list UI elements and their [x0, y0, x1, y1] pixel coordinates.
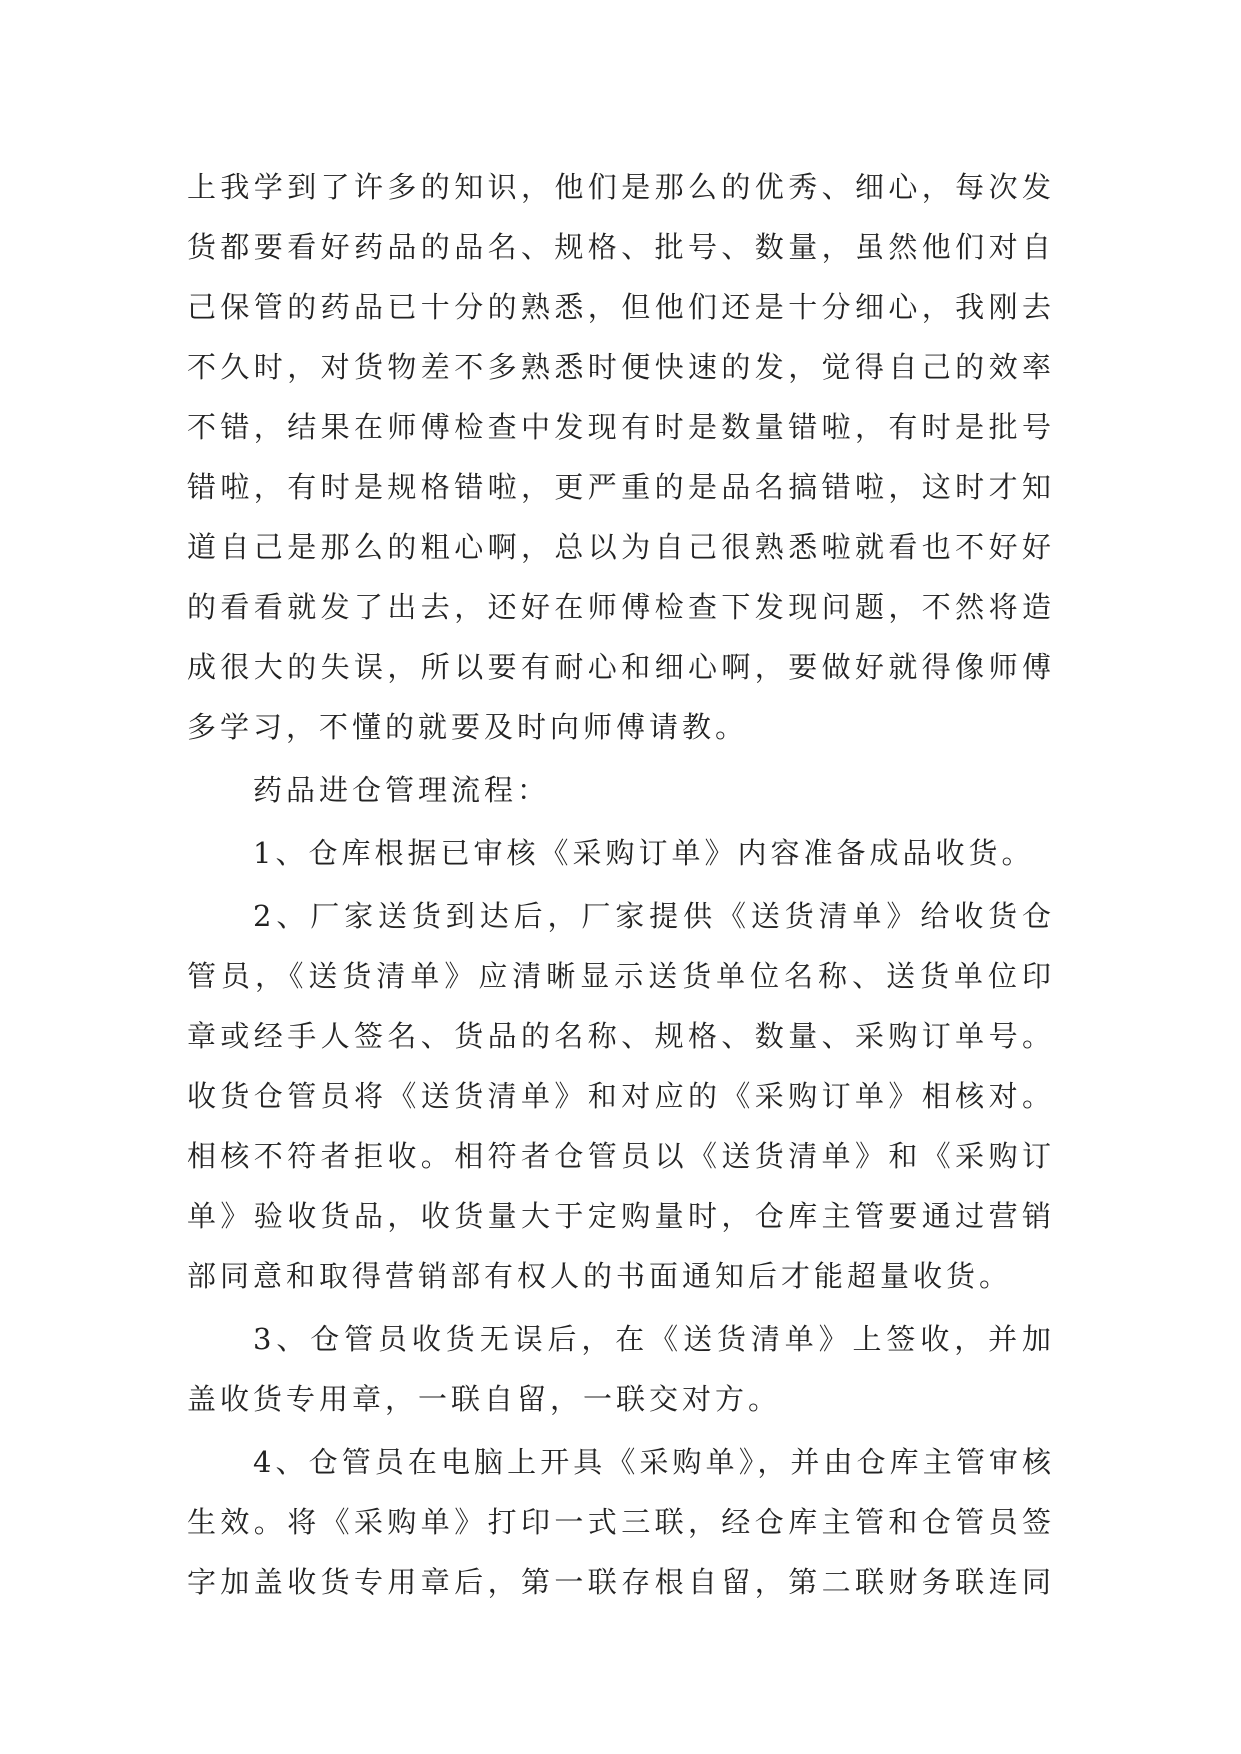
- text-line: 不错，结果在师傅检查中发现有时是数量错啦，有时是批号: [187, 410, 1055, 444]
- text-line: 单》验收货品，收货量大于定购量时，仓库主管要通过营销: [187, 1199, 1055, 1233]
- text-line: 己保管的药品已十分的熟悉，但他们还是十分细心，我刚去: [187, 290, 1055, 324]
- text-line: 不久时，对货物差不多熟悉时便快速的发，觉得自己的效率: [187, 350, 1055, 384]
- text-line: 相核不符者拒收。相符者仓管员以《送货清单》和《采购订: [187, 1139, 1055, 1173]
- text-line: 部同意和取得营销部有权人的书面通知后才能超量收货。: [187, 1259, 1013, 1293]
- text-line: 2、厂家送货到达后，厂家提供《送货清单》给收货仓: [253, 899, 1055, 933]
- document-body: [187, 157, 1055, 1615]
- text-line: 4、仓管员在电脑上开具《采购单》，并由仓库主管审核: [253, 1445, 1055, 1479]
- text-line: 章或经手人签名、货品的名称、规格、数量、采购订单号。: [187, 1019, 1055, 1053]
- step-1-paragraph: [187, 823, 1055, 883]
- text-line: 收货仓管员将《送货清单》和对应的《采购订单》相核对。: [187, 1079, 1055, 1113]
- step-2-paragraph: [187, 886, 1055, 1306]
- text-line: 1、仓库根据已审核《采购订单》内容准备成品收货。: [253, 836, 1035, 870]
- text-line: 错啦，有时是规格错啦，更严重的是品名搞错啦，这时才知: [187, 470, 1055, 504]
- text-line: 多学习，不懂的就要及时向师傅请教。: [187, 710, 749, 744]
- text-line: 道自己是那么的粗心啊，总以为自己很熟悉啦就看也不好好: [187, 530, 1055, 564]
- paragraph-experience: [187, 157, 1055, 757]
- text-line: 成很大的失误，所以要有耐心和细心啊，要做好就得像师傅: [187, 650, 1055, 684]
- text-line: 管员，《送货清单》应清晰显示送货单位名称、送货单位印: [187, 959, 1055, 993]
- text-line: 盖收货专用章，一联自留，一联交对方。: [187, 1382, 782, 1416]
- step-4-paragraph: [187, 1432, 1055, 1612]
- section-heading: [187, 760, 1055, 820]
- text-line: 货都要看好药品的品名、规格、批号、数量，虽然他们对自: [187, 230, 1055, 264]
- text-line: 的看看就发了出去，还好在师傅检查下发现问题，不然将造: [187, 590, 1055, 624]
- step-3-paragraph: [187, 1309, 1055, 1429]
- text-line: 上我学到了许多的知识，他们是那么的优秀、细心，每次发: [187, 170, 1055, 204]
- text-line: 3、仓管员收货无误后，在《送货清单》上签收，并加: [253, 1322, 1055, 1356]
- text-line: 字加盖收货专用章后，第一联存根自留，第二联财务联连同: [187, 1565, 1055, 1599]
- text-line: 生效。将《采购单》打印一式三联，经仓库主管和仓管员签: [187, 1505, 1055, 1539]
- section-heading-text: 药品进仓管理流程：: [253, 773, 551, 807]
